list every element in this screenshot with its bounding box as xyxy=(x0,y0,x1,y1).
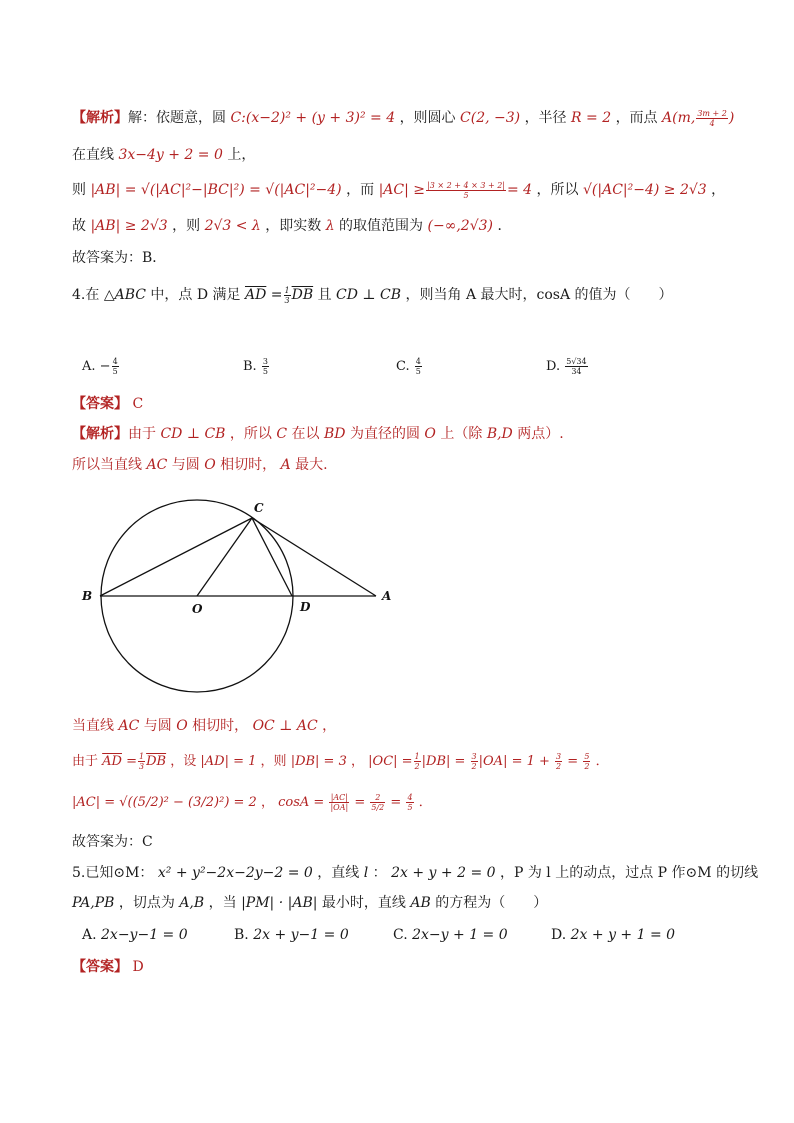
triangle: △ABC xyxy=(103,287,146,303)
circle-equation: x² + y²−2x−2y−2 = 0 xyxy=(157,865,313,881)
answer-value: D xyxy=(132,959,144,975)
text: ，即实数 xyxy=(265,218,322,234)
segment-bc xyxy=(100,518,252,596)
perp: CD ⊥ CB xyxy=(336,287,402,303)
segment-ca xyxy=(252,518,376,596)
answer-tag: 【答案】 xyxy=(72,959,128,975)
answer-tag: 【答案】 xyxy=(72,396,128,412)
option-b[interactable]: B. $\frac{3}{5}$ xyxy=(243,357,268,376)
option-c[interactable]: C. $\frac{4}{5}$ xyxy=(396,357,421,376)
text: ，而 xyxy=(346,182,375,198)
q4-analysis-line5: |AC| = √((5/2)² − (3/2)²) = 2 ， cosA = $\frac{|AC|}{|OA|}$ = $\frac{2}{5/2}$ = $\frac{4}{5}$ ． xyxy=(72,793,432,812)
q4-analysis-line1: 【解析】由于 CD ⊥ CB ，所以 C 在以 BD 为直径的圆 O 上（除 B,D 两点）. xyxy=(72,426,564,442)
text: ，所以 xyxy=(536,182,579,198)
text: 在直线 xyxy=(72,147,114,163)
segment-cd xyxy=(252,518,292,596)
cos-expr: cosA = $\frac{|AC|}{|OA|}$ = $\frac{2}{5/2}$ = $\frac{4}{5}$ xyxy=(278,793,413,812)
option-d[interactable]: D. $\frac{5√34}{34}$ xyxy=(546,357,587,376)
text: ，则 xyxy=(172,218,201,234)
text: 解：依题意，圆 xyxy=(128,110,226,126)
q4-answer-line: 故答案为：C xyxy=(72,834,153,850)
q3-answer-line: 故答案为：B． xyxy=(72,250,167,266)
point-a: A(m, $\frac{3m + 2}{4}$ ) xyxy=(662,108,735,128)
text: 的取值范围为 xyxy=(339,218,424,234)
segment-oc xyxy=(197,518,252,596)
circle-center: C(2, −3) xyxy=(460,110,521,126)
q5-option-b[interactable]: B. 2x + y−1 = 0 xyxy=(234,927,349,943)
answer-value: C xyxy=(132,396,144,412)
analysis-tag: 【解析】 xyxy=(72,426,128,442)
lambda: λ xyxy=(325,218,335,234)
text: ， xyxy=(711,182,726,198)
option-a[interactable]: A. − $\frac{4}{5}$ xyxy=(82,357,118,376)
text: 中，点 D 满足 xyxy=(150,287,241,303)
text: ． xyxy=(497,218,512,234)
label-a: A xyxy=(382,589,392,603)
analysis-tag: 【解析】 xyxy=(72,110,128,126)
text: ，半径 xyxy=(524,110,567,126)
q4-analysis-line4: 由于 $\overline{AD}$ = $\frac{1}{3}$ $\overline{DB}$ ，设 |AD| = 1 ，则 |DB| = 3 ， |OC| = $\frac{1}{2}$ |DB| = $\frac{3}{2}$ |OA| = 1 + $\frac{3}{2}$ = $\frac{5}{2}$ ． xyxy=(72,752,609,771)
perp: CD ⊥ CB xyxy=(160,426,226,442)
line-equation: 2x + y + 2 = 0 xyxy=(391,865,496,881)
q4-analysis-line2: 所以当直线 AC 与圆 O 相切时， A 最大. xyxy=(72,457,328,473)
circle-equation: C:(x−2)² + (y + 3)² = 4 xyxy=(230,110,396,126)
text: 上， xyxy=(227,147,256,163)
label-b: B xyxy=(82,589,93,603)
math-expr: |AB| = √(|AC|²−|BC|²) = √(|AC|²−4) xyxy=(90,182,342,198)
text: ，而点 xyxy=(615,110,658,126)
label-c: C xyxy=(254,501,264,515)
math-expr: |AC| ≥ $\frac{|3 \times 2 + 4 \times 3 + 2|}{5}$ = 4 xyxy=(378,180,533,200)
radius: R = 2 xyxy=(571,110,612,126)
text: 4.在 xyxy=(72,287,100,303)
oc-expr: |OC| = $\frac{1}{2}$ |DB| = $\frac{3}{2}$ |OA| = 1 + $\frac{3}{2}$ = $\frac{5}{2}$ xyxy=(368,752,590,771)
vector-eq: $\overline{AD}$ = $\frac{1}{3}$ $\overline{DB}$ xyxy=(102,752,167,771)
text: ，则圆心 xyxy=(399,110,456,126)
q5-option-d[interactable]: D. 2x + y + 1 = 0 xyxy=(551,927,676,943)
ac-expr: |AC| = √((5/2)² − (3/2)²) = 2 xyxy=(72,795,257,810)
math-expr: |AB| ≥ 2√3 xyxy=(90,218,168,234)
text: 故 xyxy=(72,218,86,234)
q5-question-line2: PA,PB ，切点为 A,B ，当 |PM| · |AB| 最小时，直线 AB 的方程为（ ） xyxy=(72,895,548,911)
range: (−∞,2√3) xyxy=(427,218,494,234)
q4-analysis-line3: 当直线 AC 与圆 O 相切时， OC ⊥ AC ， xyxy=(72,718,337,734)
vector-eq: $\overline{AD}$ = $\frac{1}{3}$ $\overline{DB}$ xyxy=(244,285,314,305)
line-equation: 3x−4y + 2 = 0 xyxy=(118,147,223,163)
q5-option-a[interactable]: A. 2x−y−1 = 0 xyxy=(82,927,188,943)
label-d: D xyxy=(300,600,311,614)
text: 则 xyxy=(72,182,86,198)
label-o: O xyxy=(192,602,203,616)
q5-answer xyxy=(72,957,144,977)
q5-option-c[interactable]: C. 2x−y + 1 = 0 xyxy=(393,927,508,943)
math-expr: √(|AC|²−4) ≥ 2√3 xyxy=(583,182,707,198)
math-expr: 2√3 < λ xyxy=(204,218,261,234)
q5-question-line1: 5.已知⊙M： x² + y²−2x−2y−2 = 0 ，直线 l ： 2x + y + 2 = 0 ，P 为 l 上的动点，过点 P 作⊙M 的切线 xyxy=(72,865,759,881)
text: 且 xyxy=(317,287,332,303)
text: ，则当角 A 最大时，cosA 的值为（ ） xyxy=(405,287,673,303)
